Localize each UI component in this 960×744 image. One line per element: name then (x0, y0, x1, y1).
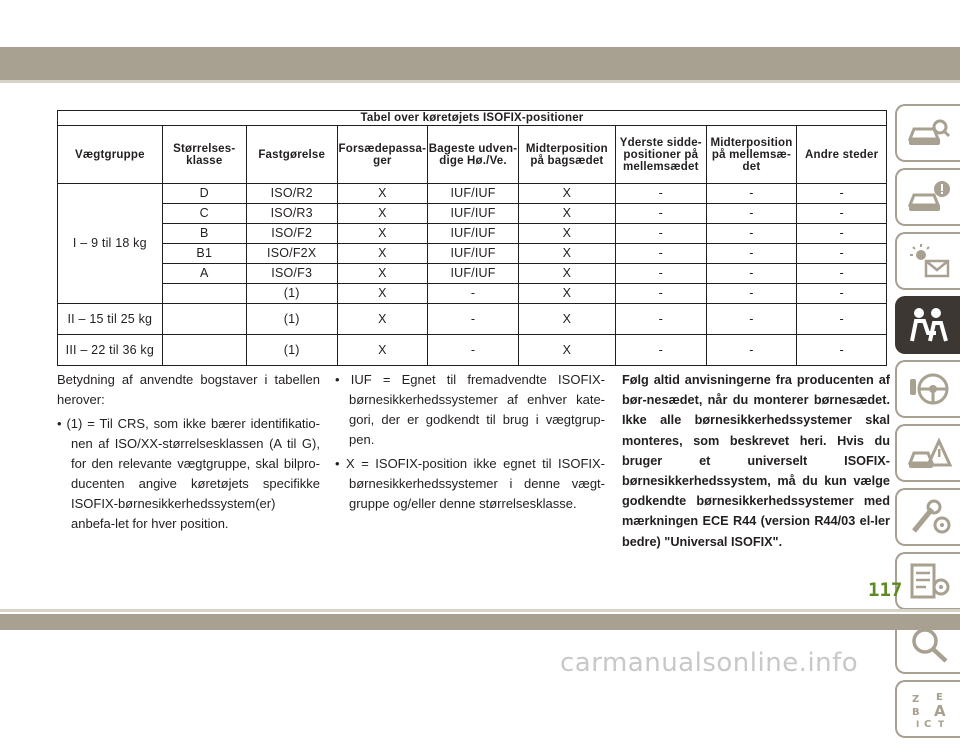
top-header-band (0, 47, 960, 80)
table-cell: - (706, 284, 797, 304)
specifications-icon (906, 561, 952, 601)
table-cell: - (706, 304, 797, 335)
bottom-footer-band (0, 614, 960, 630)
table-cell: - (797, 224, 887, 244)
tab-specifications[interactable] (895, 552, 960, 610)
table-cell: ISO/R3 (246, 204, 337, 224)
tab-breakdown[interactable] (895, 424, 960, 482)
top-header-rule (0, 80, 960, 83)
column-header: Vægtgruppe (58, 126, 163, 184)
search-icon (906, 625, 952, 665)
table-cell: IUF/IUF (428, 264, 519, 284)
legend-column-1 (57, 370, 320, 538)
watermark: carmanualsonline.info (560, 648, 859, 678)
table-cell: - (615, 284, 706, 304)
table-cell (162, 304, 246, 335)
table-cell: IUF/IUF (428, 244, 519, 264)
table-cell: X (518, 335, 615, 366)
table-cell: X (337, 335, 428, 366)
table-row (58, 304, 887, 335)
seat-safety-icon (906, 305, 952, 345)
table-cell: - (797, 335, 887, 366)
tab-maintenance[interactable] (895, 488, 960, 546)
table-row (58, 184, 887, 204)
table-cell: X (337, 244, 428, 264)
column-header: Midterposition på bagsædet (518, 126, 615, 184)
table-cell: IUF/IUF (428, 204, 519, 224)
table-cell: ISO/F2X (246, 244, 337, 264)
steering-wheel-icon (906, 369, 952, 409)
table-cell: X (518, 264, 615, 284)
table-cell: X (518, 224, 615, 244)
table-cell: - (428, 284, 519, 304)
table-cell: (1) (246, 304, 337, 335)
alphabet-index-icon (906, 689, 952, 729)
svg-text:A: A (933, 702, 946, 720)
table-row (58, 284, 887, 304)
table-cell: X (518, 184, 615, 204)
breakdown-icon (906, 433, 952, 473)
table-cell: - (706, 184, 797, 204)
table-cell: IUF/IUF (428, 184, 519, 204)
column-header: Størrelses-klasse (162, 126, 246, 184)
table-cell: - (615, 304, 706, 335)
table-cell: - (615, 335, 706, 366)
table-row (58, 224, 887, 244)
table-cell: - (797, 264, 887, 284)
weight-group-cell: II – 15 til 25 kg (58, 304, 163, 335)
table-cell: - (706, 224, 797, 244)
table-cell: - (615, 244, 706, 264)
table-row (58, 264, 887, 284)
weight-group-cell: I – 9 til 18 kg (58, 184, 163, 304)
tab-car-search[interactable] (895, 104, 960, 162)
column-header: Bageste udven-dige Hø./Ve. (428, 126, 519, 184)
table-cell: - (615, 264, 706, 284)
svg-text:E: E (935, 692, 943, 703)
table-cell: X (518, 244, 615, 264)
table-cell: - (797, 204, 887, 224)
table-cell: - (797, 284, 887, 304)
table-cell: - (615, 224, 706, 244)
table-cell: IUF/IUF (428, 224, 519, 244)
column-header: Andre steder (797, 126, 887, 184)
table-cell: - (797, 184, 887, 204)
svg-text:Z: Z (911, 694, 919, 705)
table-cell: B (162, 224, 246, 244)
table-cell: - (615, 184, 706, 204)
table-row (58, 244, 887, 264)
table-cell: X (518, 204, 615, 224)
maintenance-icon (906, 497, 952, 537)
table-cell (162, 335, 246, 366)
svg-text:B: B (911, 707, 920, 718)
table-cell: X (518, 284, 615, 304)
table-cell: X (337, 224, 428, 244)
table-cell: (1) (246, 335, 337, 366)
car-info-icon (906, 177, 952, 217)
svg-text:C: C (923, 719, 931, 730)
tab-car-info[interactable] (895, 168, 960, 226)
table-header-row (58, 126, 887, 184)
table-cell: - (706, 244, 797, 264)
table-cell: X (337, 284, 428, 304)
table-cell (162, 284, 246, 304)
table-cell: - (615, 204, 706, 224)
table-cell: X (337, 184, 428, 204)
chapter-sidebar (895, 104, 960, 744)
legend-item-iuf: • IUF = Egnet til fremadvendte ISOFIX-børnesikkerhedssystemer af enhver kate-gori, der er godkendt til brug i vægtgrup-pen. (335, 372, 605, 447)
table-cell: X (337, 204, 428, 224)
warning-text: Følg altid anvisningerne fra producenten af bør-nesædet, når du monterer børnesædet. Ikke alle børnesikkerhedssystemer skal monteres, som beskrevet heri. Hvis du bruger et universelt ISOFIX-børnesikkerhedssystem, må du kun vælge godkendte børnesikkerhedssystemer med mærkningen ECE R44 (version R44/03 el-ler bedre) "Universal ISOFIX". (622, 373, 890, 549)
isofix-positions-table (57, 110, 887, 366)
column-header: Fastgørelse (246, 126, 337, 184)
tab-steering-wheel[interactable] (895, 360, 960, 418)
table-cell: X (337, 264, 428, 284)
svg-text:T: T (937, 720, 944, 730)
column-header: Midterposition på mellemsæ-det (706, 126, 797, 184)
bottom-footer-rule (0, 609, 960, 612)
table-cell: - (797, 304, 887, 335)
table-cell: - (706, 335, 797, 366)
car-search-icon (906, 113, 952, 153)
table-cell: X (518, 304, 615, 335)
table-cell: ISO/F2 (246, 224, 337, 244)
page-number: 117 (868, 579, 903, 601)
legend-intro: Betydning af anvendte bogstaver i tabellen herover: (57, 372, 320, 407)
table-cell: A (162, 264, 246, 284)
table-cell: ISO/R2 (246, 184, 337, 204)
tab-seat-safety[interactable] (895, 296, 960, 354)
table-row (58, 335, 887, 366)
table-cell: D (162, 184, 246, 204)
weight-group-cell: III – 22 til 36 kg (58, 335, 163, 366)
column-header: Yderste sidde-positioner på mellemsædet (615, 126, 706, 184)
column-header: Forsædepassa-ger (337, 126, 428, 184)
table-caption: Tabel over køretøjets ISOFIX-positioner (58, 111, 887, 126)
legend-column-2 (335, 370, 605, 518)
warning-lights-icon (906, 241, 952, 281)
legend-item-1: • (1) = Til CRS, som ikke bærer identifikatio-nen af ISO/XX-størrelsesklassen (A til G), for den relevante vægtgruppe, skal bilpro-ducenten angive køretøjets specifikke ISOFIX-børnesikkerhedssystem(er) anbefa-let for hver position. (57, 416, 320, 531)
table-row (58, 204, 887, 224)
warning-column (622, 370, 890, 556)
table-cell: ISO/F3 (246, 264, 337, 284)
table-cell: - (706, 204, 797, 224)
table-cell: - (706, 264, 797, 284)
tab-alphabet-index[interactable] (895, 680, 960, 738)
legend-item-x: • X = ISOFIX-position ikke egnet til ISOFIX-børnesikkerhedssystemer i denne vægt-gruppe og/eller denne størrelsesklasse. (335, 456, 605, 511)
table-cell: (1) (246, 284, 337, 304)
table-cell: B1 (162, 244, 246, 264)
table-cell: - (428, 335, 519, 366)
table-cell: - (428, 304, 519, 335)
table-cell: C (162, 204, 246, 224)
svg-text:I: I (915, 720, 919, 730)
table-cell: X (337, 304, 428, 335)
table-cell: - (797, 244, 887, 264)
tab-warning-lights[interactable] (895, 232, 960, 290)
